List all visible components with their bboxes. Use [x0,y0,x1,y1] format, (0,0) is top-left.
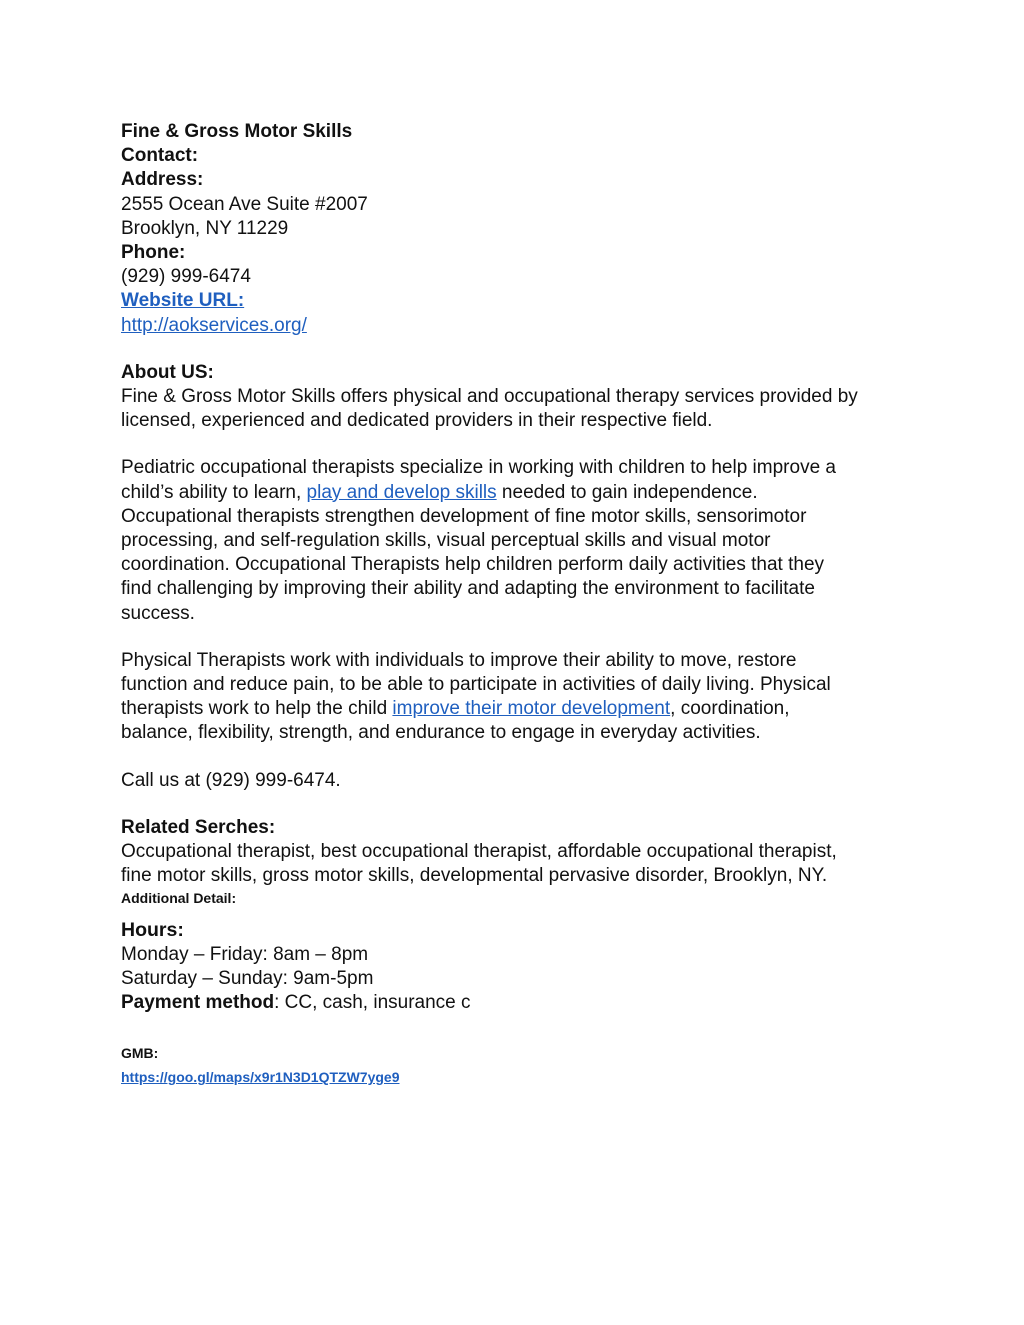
payment-method-value: : CC, cash, insurance c [274,992,471,1014]
payment-method-line [121,991,911,1015]
document-page [121,120,911,1089]
address-label: Address: [121,169,204,191]
about-p2-line: Pediatric occupational therapists specialize in working with children to help improve a [121,457,836,479]
about-p3-line: balance, flexibility, strength, and endurance to engage in everyday activities. [121,722,761,744]
about-p2-line: coordination. Occupational Therapists help children perform daily activities that they [121,554,825,576]
about-p3-line: Physical Therapists work with individuals to improve their ability to move, restore [121,649,797,671]
improve-motor-development-link[interactable]: improve their motor development [392,698,671,720]
payment-method-label: Payment method [121,992,275,1014]
about-heading: About US: [121,361,214,383]
about-p2-line: Occupational therapists strengthen development of fine motor skills, sensorimotor [121,505,807,527]
call-us-text: Call us at (929) 999-6474. [121,769,341,791]
related-searches-line: fine motor skills, gross motor skills, developmental pervasive disorder, Brooklyn, NY. [121,865,828,887]
address-line-2: Brooklyn, NY 11229 [121,217,289,239]
gmb-label: GMB: [121,1045,159,1062]
business-title: Fine & Gross Motor Skills [121,121,353,142]
website-url-link[interactable]: http://aokservices.org/ [121,314,307,336]
related-searches-heading: Related Serches: [121,816,276,838]
about-p2-line: find challenging by improving their ability and adapting the environment to facilitate [121,578,815,600]
about-p2-line: child’s ability to learn, play and develop skills needed to gain independence. [121,481,758,503]
website-label-link[interactable]: Website URL: [121,290,245,312]
about-p1-line: Fine & Gross Motor Skills offers physical and occupational therapy services provided by [121,386,858,408]
about-p3-line: therapists work to help the child improve their motor development, coordination, [121,698,790,720]
phone-label: Phone: [121,242,186,264]
phone-number: (929) 999-6474 [121,266,251,288]
about-p2-line: success. [121,602,195,624]
related-searches-line: Occupational therapist, best occupational therapist, affordable occupational therapist, [121,841,837,863]
address-line-1: 2555 Ocean Ave Suite #2007 [121,193,368,215]
hours-heading: Hours: [121,919,184,942]
about-p3-line: function and reduce pain, to be able to participate in activities of daily living. Physical [121,674,831,696]
about-p1-line: licensed, experienced and dedicated providers in their respective field. [121,410,713,432]
about-p2-line: processing, and self-regulation skills, visual perceptual skills and visual motor [121,530,771,552]
additional-detail-label: Additional Detail: [121,890,237,907]
gmb-url-link[interactable]: https://goo.gl/maps/x9r1N3D1QTZW7yge9 [121,1069,400,1086]
contact-label: Contact: [121,145,199,167]
play-and-develop-skills-link[interactable]: play and develop skills [306,481,497,503]
hours-weekday: Monday – Friday: 8am – 8pm [121,943,369,965]
hours-weekend: Saturday – Sunday: 9am-5pm [121,967,374,989]
